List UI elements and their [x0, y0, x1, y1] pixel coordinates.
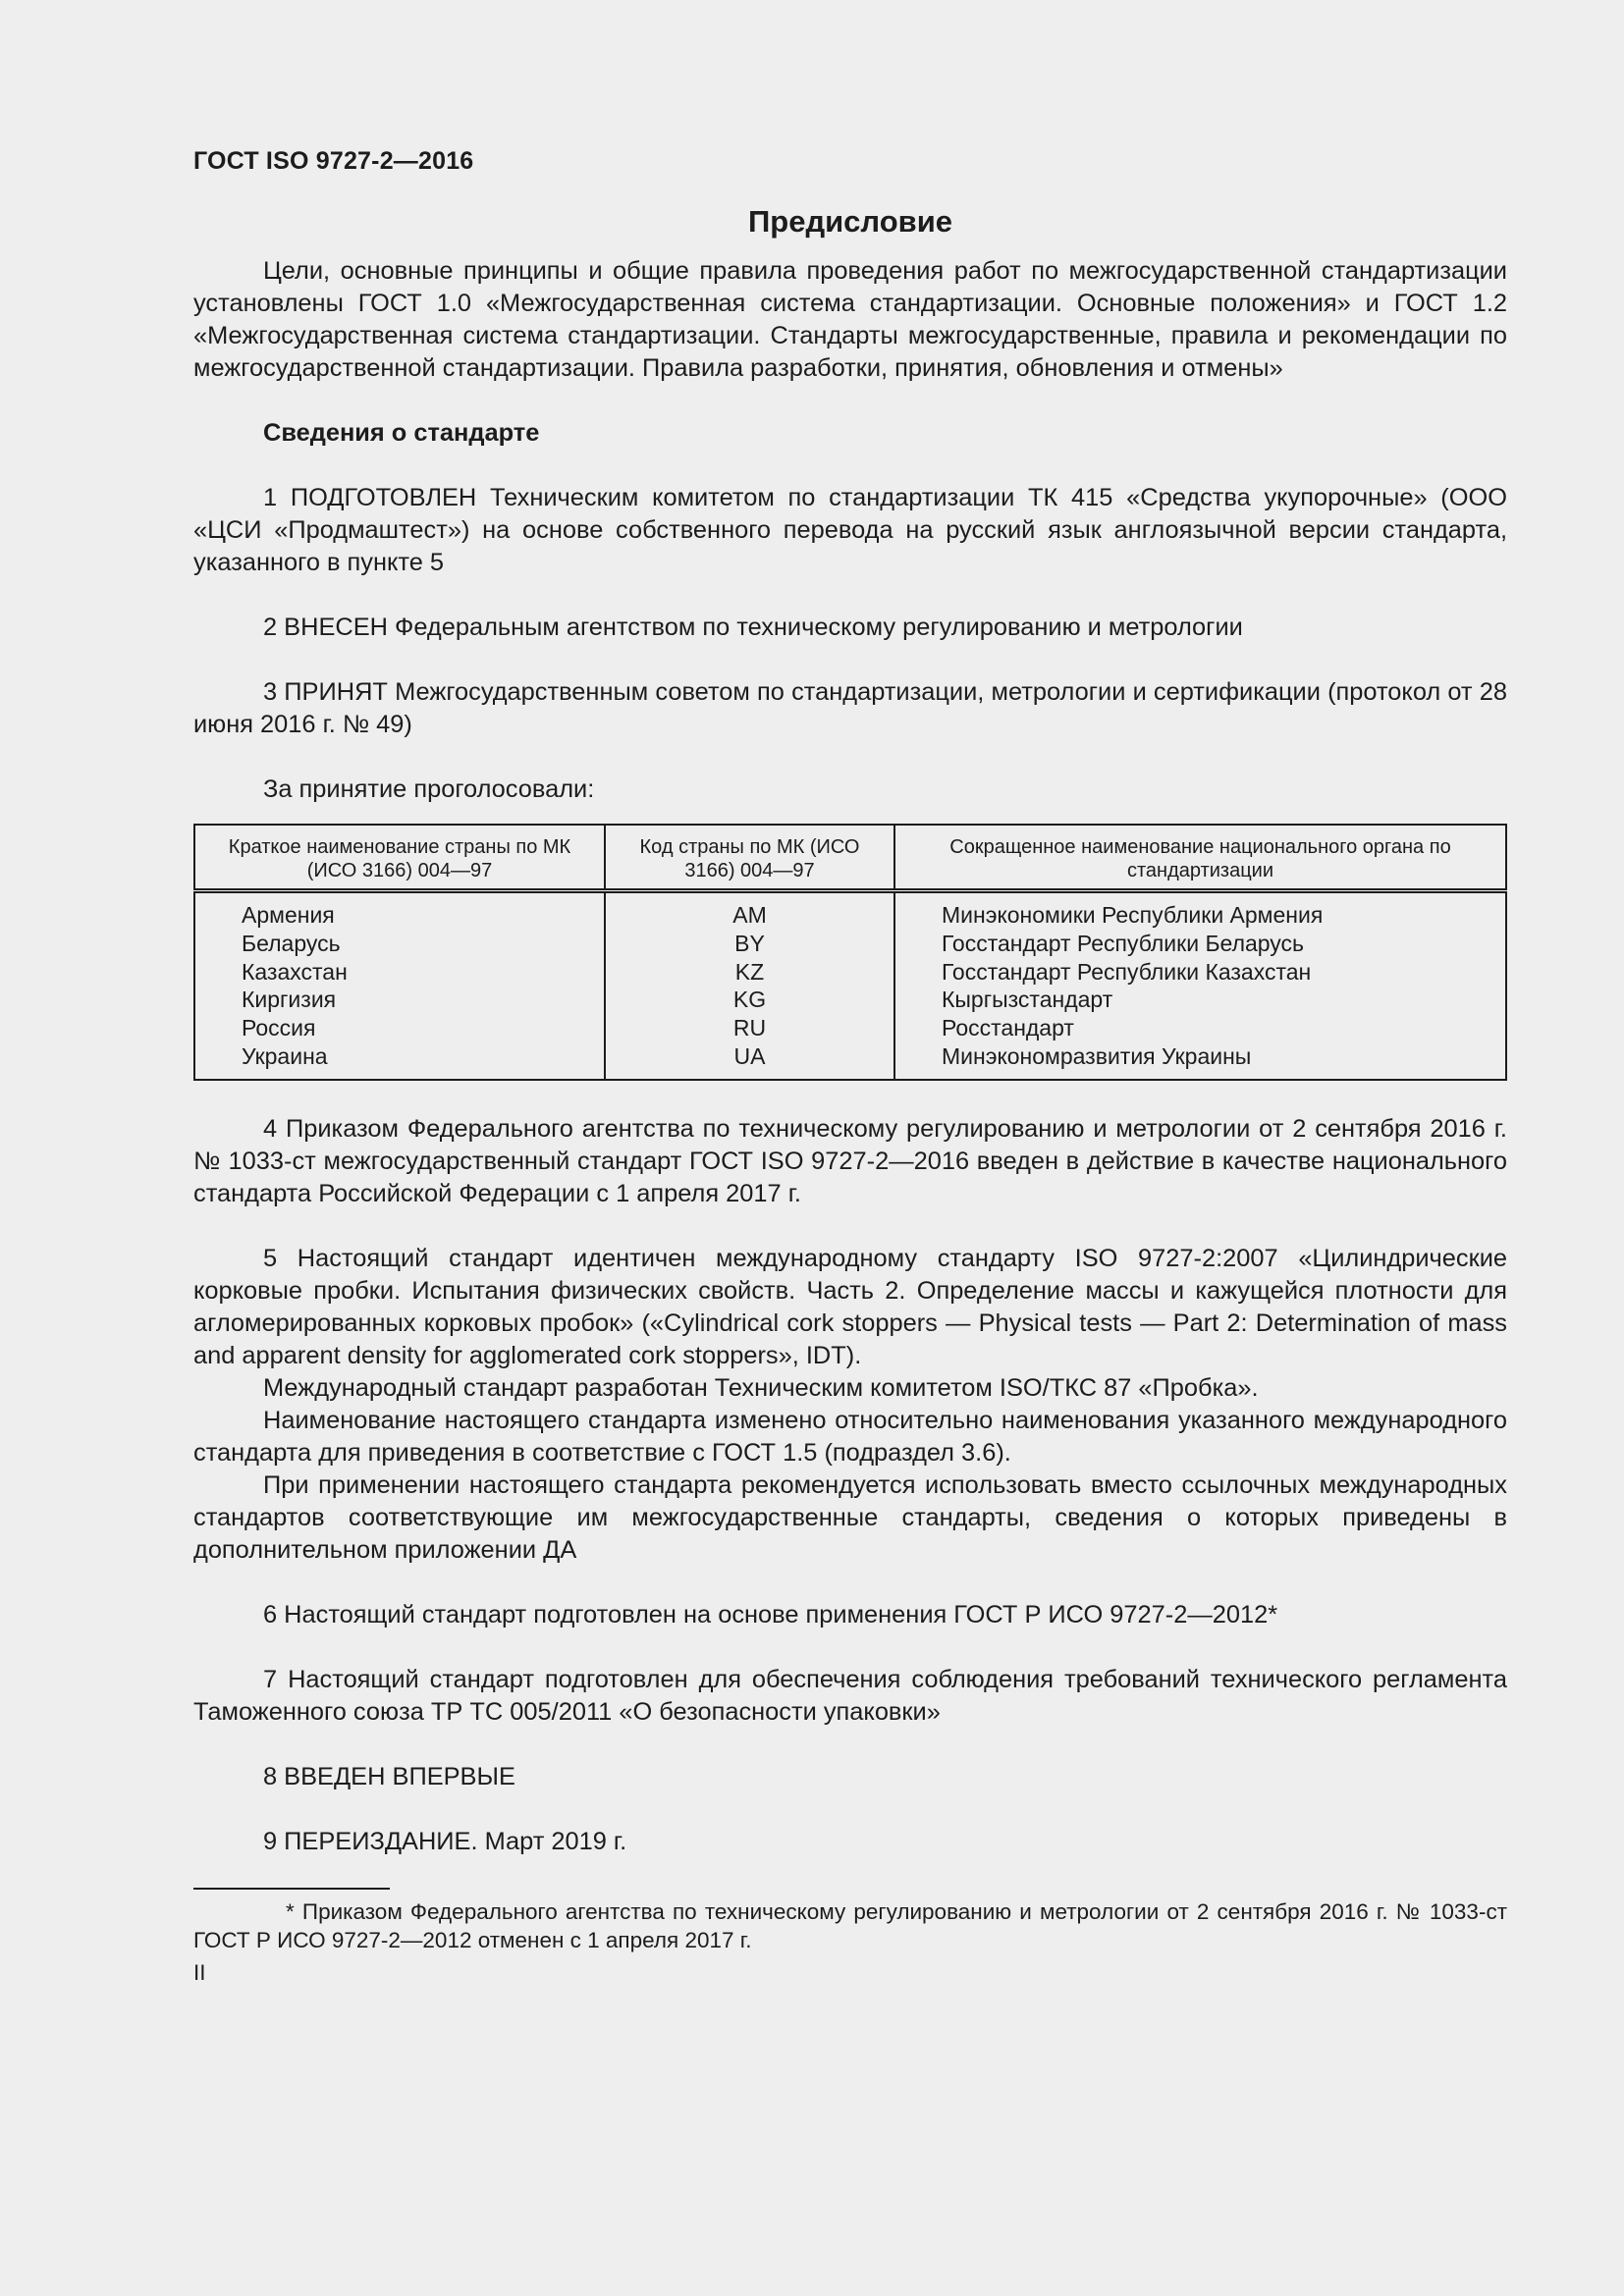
- country-cell: Армения: [242, 902, 335, 928]
- item-5-paragraph: 5 Настоящий стандарт идентичен международному стандарту ISO 9727-2:2007 «Цилиндрические корковые пробки. Испытания физических свойств. Часть 2. Определение массы и кажущейся плотности для агломерированных корковых пробок» («Cylindrical cork stoppers — Physical tests — Part 2: Determination of mass and apparent density for agglomerated cork stoppers», IDT).: [193, 1244, 1507, 1369]
- item-5-developer-paragraph: Международный стандарт разработан Техническим комитетом ISO/ТКС 87 «Пробка».: [263, 1373, 1259, 1402]
- item-9-paragraph: 9 ПЕРЕИЗДАНИЕ. Март 2019 г.: [263, 1827, 627, 1855]
- code-cell: AM: [732, 902, 767, 928]
- header-country-code: Код страны по МК (ИСО 3166) 004—97: [605, 825, 894, 891]
- body-cell: Госстандарт Республики Беларусь: [942, 930, 1305, 956]
- code-cell: KG: [732, 987, 767, 1013]
- country-cell: Беларусь: [242, 930, 341, 956]
- code-cell: BY: [734, 930, 765, 956]
- country-cell: Киргизия: [242, 987, 337, 1013]
- intro-paragraph: Цели, основные принципы и общие правила проведения работ по межгосударственной стандартизации установлены ГОСТ 1.0 «Межгосударственная система стандартизации. Основные положения» и ГОСТ 1.2 «Межгосударственная система стандартизации. Стандарты межгосударственные, правила и рекомендации по межгосударственной стандартизации. Правила разработки, принятия, обновления и отмены»: [193, 257, 1507, 382]
- item-7-paragraph: 7 Настоящий стандарт подготовлен для обеспечения соблюдения требований технического регламента Таможенного союза ТР ТС 005/2011 «О безопасности упаковки»: [193, 1665, 1507, 1726]
- code-cell: KZ: [734, 958, 765, 985]
- table-header-row: [194, 825, 1506, 891]
- page-number: II: [193, 1959, 206, 1985]
- document-header: ГОСТ ISO 9727-2—2016: [193, 147, 474, 175]
- code-cell: UA: [733, 1042, 766, 1069]
- item-1-paragraph: 1 ПОДГОТОВЛЕН Техническим комитетом по стандартизации ТК 415 «Средства укупорочные» (ООО «ЦСИ «Продмаштест») на основе собственного перевода на русский язык англоязычной версии стандарта, указанного в пункте 5: [193, 484, 1507, 576]
- item-5-name-paragraph: Наименование настоящего стандарта изменено относительно наименования указанного международного стандарта для приведения в соответствие с ГОСТ 1.5 (подраздел 3.6).: [193, 1406, 1507, 1467]
- body-cell: Росстандарт: [942, 1015, 1074, 1041]
- document-page: [193, 147, 1507, 1987]
- header-country-name: Краткое наименование страны по МК (ИСО 3166) 004—97: [194, 825, 605, 891]
- country-cell: Украина: [242, 1042, 328, 1069]
- body-cell: Минэкономразвития Украины: [942, 1042, 1252, 1069]
- body-cell: Госстандарт Республики Казахстан: [942, 958, 1312, 985]
- item-2-paragraph: 2 ВНЕСЕН Федеральным агентством по техническому регулированию и метрологии: [263, 614, 1243, 641]
- item-6-paragraph: 6 Настоящий стандарт подготовлен на основе применения ГОСТ Р ИСО 9727-2—2012*: [263, 1600, 1278, 1629]
- header-standards-body: Сокращенное наименование национального органа по стандартизации: [894, 825, 1506, 891]
- code-column: [605, 891, 894, 1080]
- section-heading-about: Сведения о стандарте: [263, 419, 540, 447]
- item-4-paragraph: 4 Приказом Федерального агентства по техническому регулированию и метрологии от 2 сентября 2016 г. № 1033-ст межгосударственный стандарт ГОСТ ISO 9727-2—2016 введен в действие в качестве национального стандарта Российской Федерации с 1 апреля 2017 г.: [193, 1114, 1507, 1207]
- body-cell: Минэкономики Республики Армения: [942, 902, 1324, 928]
- footnote: * Приказом Федерального агентства по техническому регулированию и метрологии от 2 сентября 2016 г. № 1033-ст ГОСТ Р ИСО 9727-2—2012 отменен с 1 апреля 2017 г.: [193, 1898, 1507, 1952]
- item-5-refs-paragraph: При применении настоящего стандарта рекомендуется использовать вместо ссылочных международных стандартов соответствующие им межгосударственные стандарты, сведения о которых приведены в дополнительном приложении ДА: [193, 1470, 1507, 1564]
- code-cell: RU: [732, 1015, 767, 1041]
- footnote-divider: [193, 1888, 390, 1890]
- country-cell: Казахстан: [242, 958, 348, 985]
- body-cell: Кыргызстандарт: [942, 987, 1113, 1013]
- country-column: [194, 891, 605, 1080]
- voting-countries-table: [193, 824, 1507, 1081]
- body-column: [894, 891, 1506, 1080]
- voted-label: За принятие проголосовали:: [263, 775, 595, 803]
- item-3-paragraph: 3 ПРИНЯТ Межгосударственным советом по стандартизации, метрологии и сертификации (протокол от 28 июня 2016 г. № 49): [193, 678, 1507, 738]
- country-cell: Россия: [242, 1015, 316, 1041]
- page-title: Предисловие: [747, 204, 952, 239]
- item-8-paragraph: 8 ВВЕДЕН ВПЕРВЫЕ: [263, 1762, 515, 1790]
- table-row: [194, 891, 1506, 1080]
